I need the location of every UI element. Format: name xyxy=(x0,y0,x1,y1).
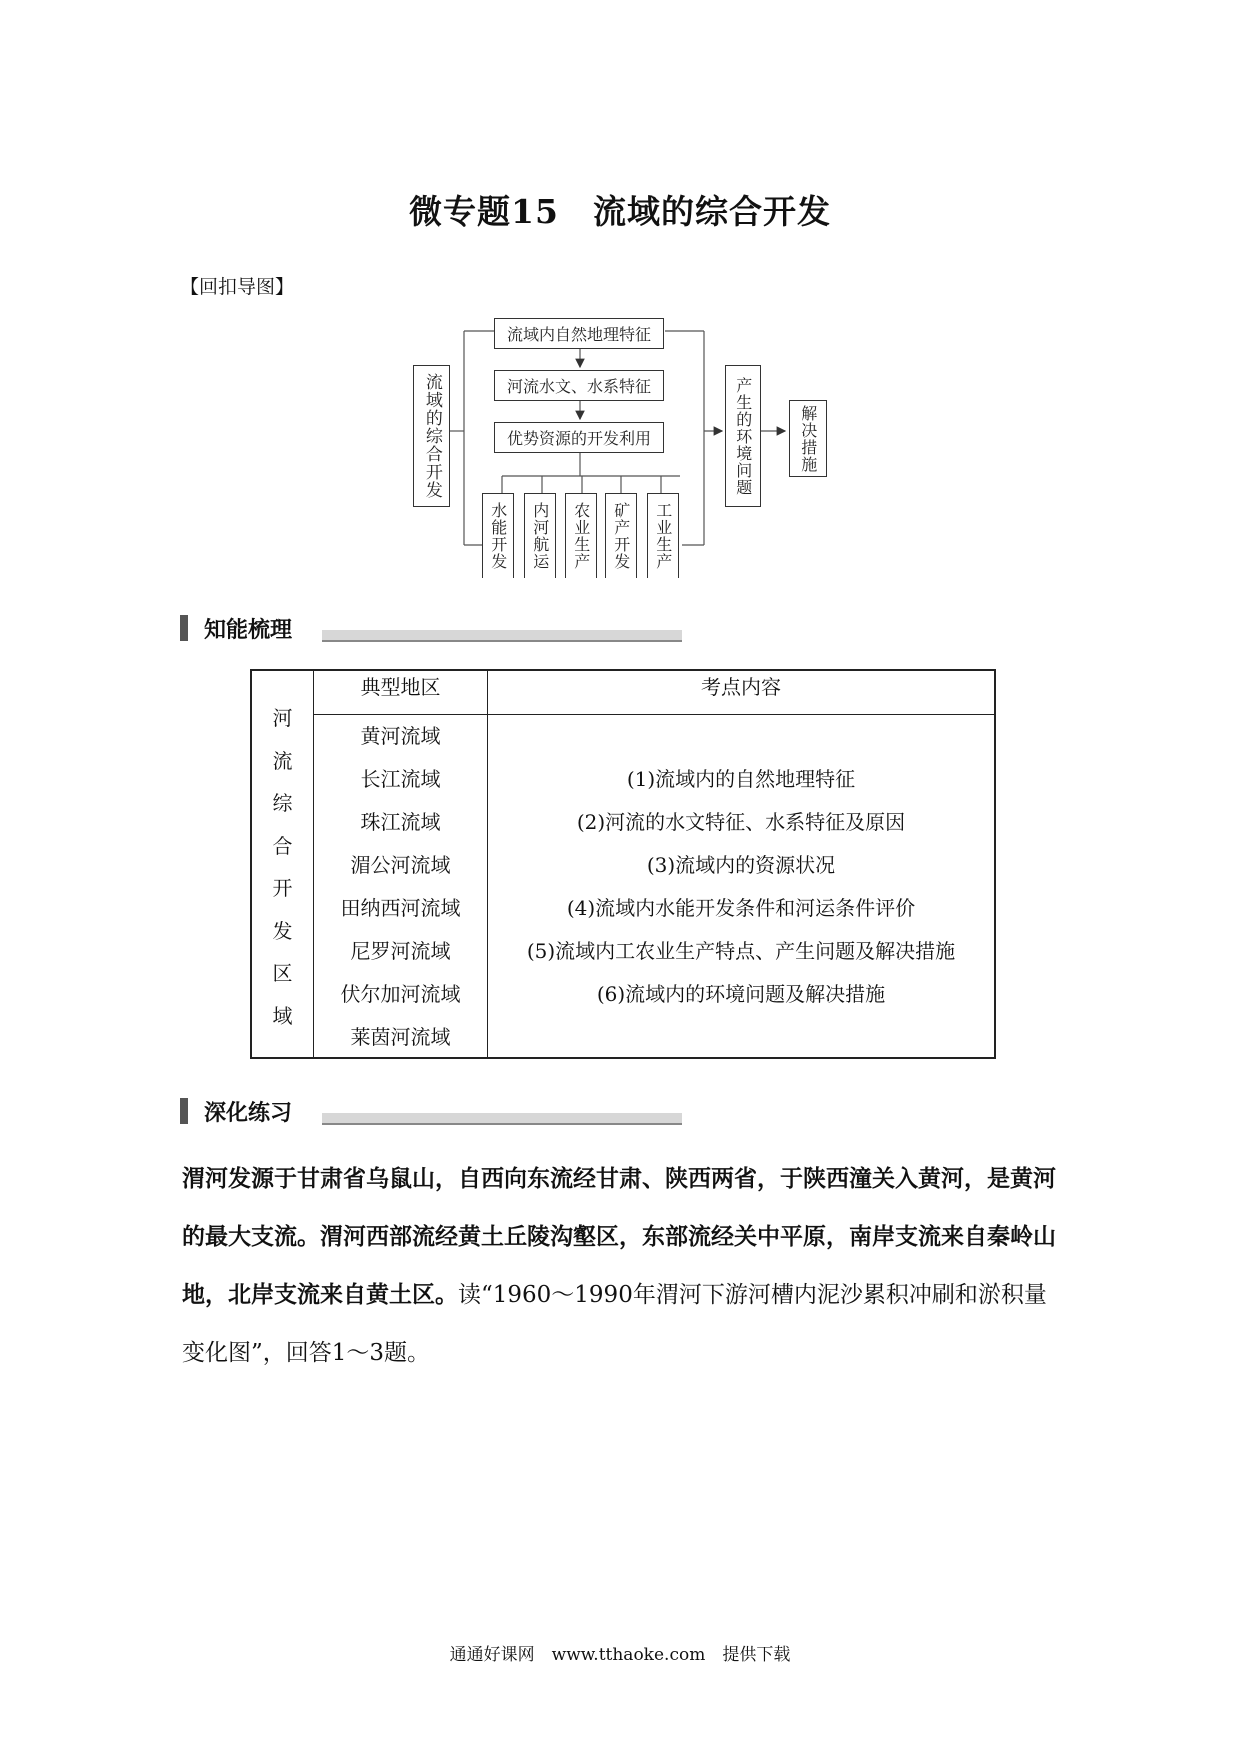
table-region: 莱茵河流域 xyxy=(350,1025,451,1049)
passage-normal: 读“1960～1990年渭河下游河槽内泥沙累积冲刷和淤积量变化图”，回答1～3题。 xyxy=(182,1282,1047,1366)
page-title: 微专题15 流域的综合开发 xyxy=(409,192,831,231)
side-char: 流 xyxy=(272,748,293,773)
mindmap-branch: 水能开发 xyxy=(482,493,514,578)
side-char: 合 xyxy=(272,833,293,858)
table-point: (6)流域内的环境问题及解决措施 xyxy=(596,982,886,1006)
section-bar xyxy=(180,1098,188,1124)
table-point: (3)流域内的资源状况 xyxy=(646,853,836,877)
table-region: 伏尔加河流域 xyxy=(340,982,461,1006)
mindmap-problems: 产生的环境问题 xyxy=(725,365,761,507)
mindmap-branch: 农业生产 xyxy=(565,493,597,578)
side-char: 域 xyxy=(272,1003,293,1028)
mindmap-root: 流域的综合开发 xyxy=(413,365,450,507)
passage-bold: 渭河发源于甘肃省乌鼠山，自西向东流经甘肃、陕西两省，于陕西潼关入黄河，是黄河的最大支流。渭河西部流经黄土丘陵沟壑区，东部流经关中平原，南岸支流来自秦岭山地，北岸支流来自黄土区。 xyxy=(182,1166,1056,1308)
mindmap-solutions: 解决措施 xyxy=(789,400,827,477)
table-region-column xyxy=(314,671,488,1057)
mindmap-branch: 工业生产 xyxy=(647,493,679,578)
question-passage xyxy=(182,1150,1066,1382)
section-title: 深化练习 xyxy=(204,1100,293,1126)
section-rule xyxy=(322,630,682,642)
mindmap-chain-item: 流域内自然地理特征 xyxy=(494,318,664,349)
section-title: 知能梳理 xyxy=(204,617,293,643)
table-region: 珠江流域 xyxy=(360,810,441,834)
mindmap-chain-item: 河流水文、水系特征 xyxy=(494,370,664,401)
side-char: 发 xyxy=(272,918,293,943)
section-practice xyxy=(180,1097,292,1125)
table-region: 尼罗河流域 xyxy=(350,939,451,963)
side-char: 河 xyxy=(272,706,293,730)
table-region: 田纳西河流域 xyxy=(340,896,461,920)
table-points-column xyxy=(488,671,994,1057)
table-point: (5)流域内工农业生产特点、产生问题及解决措施 xyxy=(526,939,956,963)
side-char: 综 xyxy=(272,791,293,815)
knowledge-table xyxy=(250,669,996,1059)
table-point: (4)流域内水能开发条件和河运条件评价 xyxy=(566,896,916,920)
mindmap-branch: 矿产开发 xyxy=(605,493,637,578)
table-point: (1)流域内的自然地理特征 xyxy=(626,767,856,791)
table-header-points: 考点内容 xyxy=(488,671,994,715)
table-region: 湄公河流域 xyxy=(350,853,451,877)
recall-label: 【回扣导图】 xyxy=(180,276,295,298)
section-bar xyxy=(180,615,188,641)
table-side-label xyxy=(252,671,314,1057)
table-region: 黄河流域 xyxy=(360,724,441,748)
table-region: 长江流域 xyxy=(360,767,441,791)
page-footer: 通通好课网 www.tthaoke.com 提供下载 xyxy=(449,1645,791,1665)
mindmap-branch: 内河航运 xyxy=(524,493,556,578)
side-char: 开 xyxy=(272,876,293,900)
table-point: (2)河流的水文特征、水系特征及原因 xyxy=(576,810,906,834)
table-header-region: 典型地区 xyxy=(314,671,487,715)
section-knowledge xyxy=(180,614,292,642)
mindmap-chain-item: 优势资源的开发利用 xyxy=(494,422,664,453)
side-char: 区 xyxy=(272,961,293,985)
section-rule xyxy=(322,1113,682,1125)
